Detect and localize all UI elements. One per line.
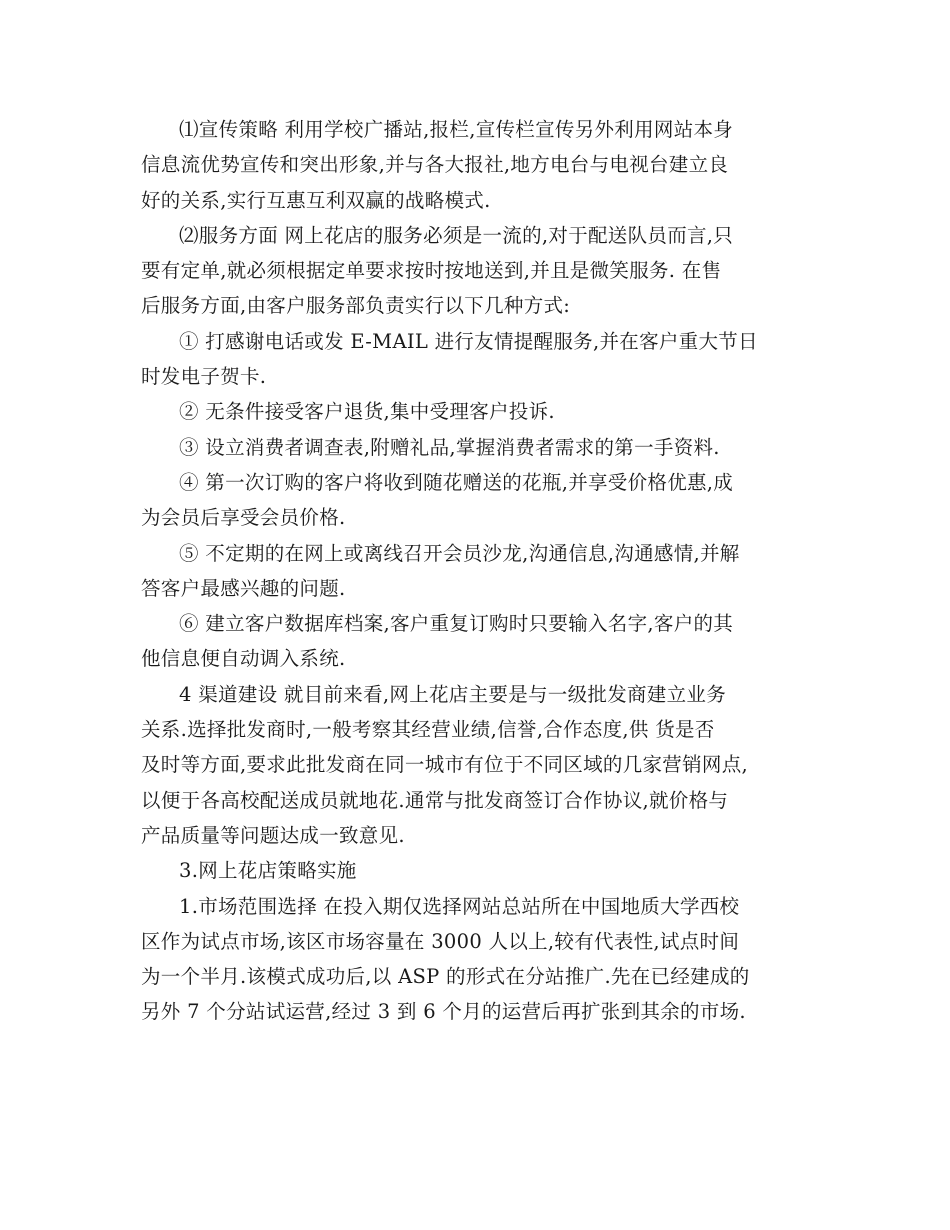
text-line: ③ 设立消费者调查表,附赠礼品,掌握消费者需求的第一手资料.	[179, 435, 720, 459]
text-line: ⑤ 不定期的在网上或离线召开会员沙龙,沟通信息,沟通感情,并解	[179, 541, 740, 565]
text-line: 要有定单,就必须根据定单要求按时按地送到,并且是微笑服务. 在售	[141, 259, 722, 283]
text-line: ⑴宣传策略 利用学校广播站,报栏,宣传栏宣传另外利用网站本身	[179, 118, 734, 141]
text-line: 为一个半月.该模式成功后,以 ASP 的形式在分站推广.先在已经建成的	[141, 965, 750, 989]
text-line: ⑥ 建立客户数据库档案,客户重复订购时只要输入名字,客户的其	[179, 612, 734, 636]
text-line: 信息流优势宣传和突出形象,并与各大报社,地方电台与电视台建立良	[141, 153, 729, 177]
text-line: 后服务方面,由客户服务部负责实行以下几种方式:	[141, 294, 571, 318]
text-line: 产品质量等问题达成一致意见.	[141, 823, 405, 847]
text-line: 好的关系,实行互惠互利双赢的战略模式.	[141, 188, 491, 212]
text-line: 另外 7 个分站试运营,经过 3 到 6 个月的运营后再扩张到其余的市场.	[141, 1000, 746, 1024]
text-line: ④ 第一次订购的客户将收到随花赠送的花瓶,并享受价格优惠,成	[179, 470, 734, 494]
text-line: 他信息便自动调入系统.	[141, 647, 346, 671]
text-line: 答客户最感兴趣的问题.	[141, 576, 346, 600]
text-line: 及时等方面,要求此批发商在同一城市有位于不同区域的几家营销网点,	[141, 753, 748, 777]
text-line: 1.市场范围选择 在投入期仅选择网站总站所在中国地质大学西校	[179, 894, 740, 918]
text-line: 关系.选择批发商时,一般考察其经营业绩,信誉,合作态度,供 货是否	[141, 718, 715, 742]
text-line: 区作为试点市场,该区市场容量在 3000 人以上,较有代表性,试点时间	[141, 929, 740, 953]
text-line: 时发电子贺卡.	[141, 365, 267, 389]
text-line: 3.网上花店策略实施	[179, 859, 357, 883]
document-body	[141, 112, 811, 1030]
text-line: ⑵服务方面 网上花店的服务必须是一流的,对于配送队员而言,只	[179, 223, 734, 247]
text-line: 4 渠道建设 就目前来看,网上花店主要是与一级批发商建立业务	[179, 682, 727, 706]
text-line: 为会员后享受会员价格.	[141, 506, 346, 530]
text-line: ② 无条件接受客户退货,集中受理客户投诉.	[179, 400, 555, 424]
text-line: 以便于各高校配送成员就地花.通常与批发商签订合作协议,就价格与	[141, 788, 729, 812]
text-line: ① 打感谢电话或发 E-MAIL 进行友情提醒服务,并在客户重大节日	[179, 329, 758, 353]
